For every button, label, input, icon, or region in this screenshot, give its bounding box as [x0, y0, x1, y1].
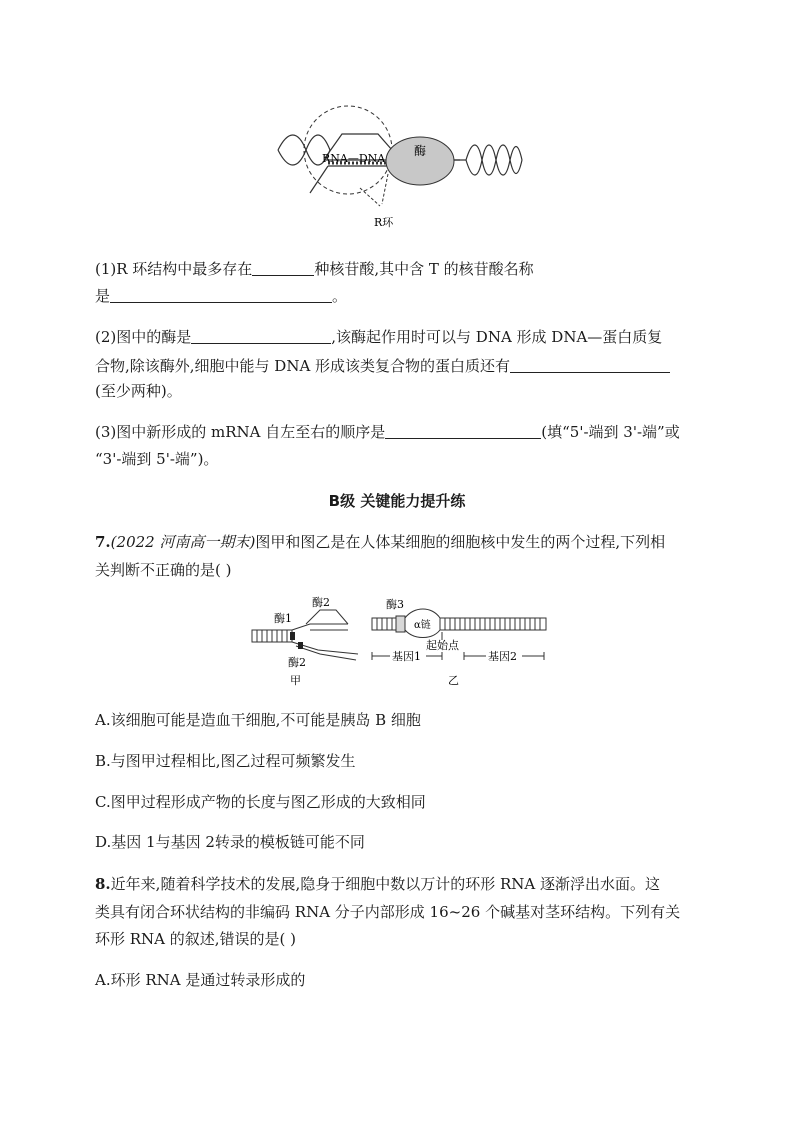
q7-option-a[interactable]: A.该细胞可能是造血干细胞,不可能是胰岛 B 细胞: [95, 711, 421, 729]
q7-source: (2022 河南高一期末): [110, 533, 256, 551]
r-loop-dashed-circle: [304, 106, 392, 194]
fig-b-gene1-label: 基因1: [392, 650, 421, 663]
q6-part2-text-d: (至少两种)。: [95, 382, 182, 400]
q6-part3-text-c: “3'-端到 5'-端”)。: [95, 450, 219, 468]
fig-a-enzyme2-top-label: 酶2: [312, 596, 330, 609]
fig-a-caption: 甲: [290, 674, 301, 687]
q6-part2-line2: [95, 356, 670, 376]
q6-part2-text-c: 合物,除该酶外,细胞中能与 DNA 形成该类复合物的蛋白质还有: [95, 357, 511, 375]
fig-b-caption: 乙: [448, 674, 459, 687]
q6-part2-blank-1[interactable]: [191, 327, 331, 344]
fig-a-enzyme1-label: 酶1: [274, 612, 292, 625]
fig-b-dna-right-rungs: [445, 618, 540, 630]
right-helix-strand-1: [454, 145, 522, 175]
q8-option-a[interactable]: A.环形 RNA 是通过转录形成的: [95, 971, 306, 989]
q8-number: 8.: [95, 875, 111, 893]
new-mrna-tail: [310, 166, 328, 193]
q7-stem-text-2: 关判断不正确的是( ): [95, 561, 232, 579]
q8-stem-line1: [95, 874, 660, 894]
q6-part1-text-b: 种核苷酸,其中含 T 的核苷酸名称: [314, 260, 534, 278]
q6-part3-line1: [95, 422, 680, 442]
fig-b-enzyme3-label: 酶3: [386, 598, 404, 611]
fig-b-dna-left: [372, 618, 398, 630]
fig-b-start-label: 起始点: [426, 639, 459, 652]
r-loop-label: R环: [374, 216, 394, 229]
fig-a-enzyme2-bottom-label: 酶2: [288, 656, 306, 669]
fig-b-bubble-bottom: [405, 630, 440, 638]
fig-a-enzyme2-arch: [306, 610, 348, 624]
q6-part2-line1: [95, 327, 662, 347]
fig-b-alpha-chain-label: α链: [414, 620, 431, 631]
q8-stem-line3: 环形 RNA 的叙述,错误的是( ): [95, 930, 297, 948]
q7-figure-a: [248, 594, 368, 688]
r-loop-pointer-1: [360, 188, 380, 206]
q7-stem-line2: [95, 560, 231, 580]
section-heading: B级 关键能力提升练: [328, 492, 466, 510]
q6-part1-text-d: 。: [332, 287, 348, 305]
q6-part3-text-a: (3)图中新形成的 mRNA 自左至右的顺序是: [95, 423, 386, 441]
q6-part2-blank-2[interactable]: [510, 356, 670, 373]
rna-dna-label: RNA—DNA: [322, 152, 386, 165]
fig-a-enzyme2-block: [298, 642, 303, 649]
fig-a-dna-rungs: [257, 630, 287, 642]
fig-b-dna-left-rungs: [377, 618, 392, 630]
q6-part2-line3: [95, 381, 182, 401]
q8-stem-line2: 类具有闭合环状结构的非编码 RNA 分子内部形成 16~26 个碱基对茎环结构。下列有关: [95, 903, 681, 921]
fig-b-gene2-label: 基因2: [488, 650, 517, 663]
q6-part1-blank-2[interactable]: [110, 286, 332, 303]
q7-option-b[interactable]: B.与图甲过程相比,图乙过程可频繁发生: [95, 752, 356, 770]
q6-part1-blank-1[interactable]: [252, 259, 314, 276]
q7-option-c[interactable]: C.图甲过程形成产物的长度与图乙形成的大致相同: [95, 793, 426, 811]
q6-part3-blank[interactable]: [385, 422, 541, 439]
fig-b-enzyme3: [396, 616, 405, 632]
q6-part1-line1: [95, 259, 534, 279]
q6-part2-text-b: ,该酶起作用时可以与 DNA 形成 DNA—蛋白质复: [331, 328, 663, 346]
q6-part3-text-b: (填“5'-端到 3'-端”或: [541, 423, 680, 441]
q8-stem-text-1: 近年来,随着科学技术的发展,隐身于细胞中数以万计的环形 RNA 逐渐浮出水面。这: [110, 875, 660, 893]
q6-part1-text-c: 是: [95, 287, 111, 305]
r-loop-figure: [270, 98, 530, 238]
r-loop-pointer-2: [382, 174, 388, 204]
fig-a-upper-strand: [292, 624, 348, 630]
fig-b-bubble-top: [405, 609, 440, 618]
q6-part3-line2: [95, 449, 218, 469]
q7-option-d[interactable]: D.基因 1与基因 2转录的模板链可能不同: [95, 833, 365, 851]
q6-part1-text-a: (1)R 环结构中最多存在: [95, 260, 253, 278]
fig-a-enzyme1-block: [290, 632, 295, 640]
q6-part2-text-a: (2)图中的酶是: [95, 328, 192, 346]
q7-stem-text-1: 图甲和图乙是在人体某细胞的细胞核中发生的两个过程,下列相: [255, 533, 666, 551]
q6-part1-line2: [95, 286, 347, 306]
q7-number: 7.: [95, 533, 111, 551]
q7-figure-b: [368, 594, 558, 688]
q7-stem-line1: [95, 532, 665, 552]
enzyme-label: 酶: [414, 144, 427, 158]
